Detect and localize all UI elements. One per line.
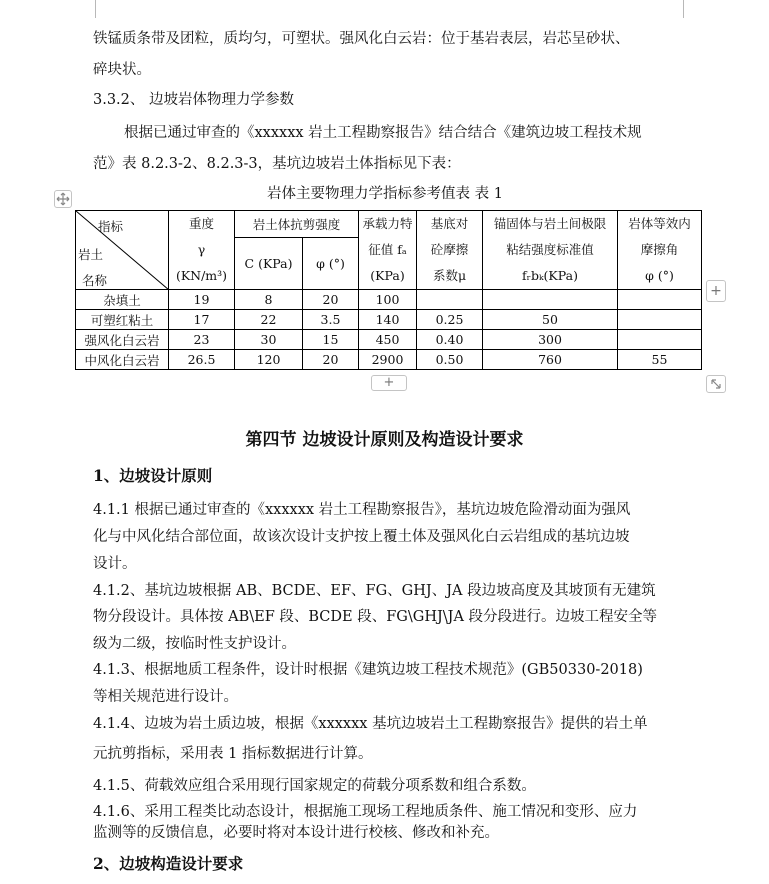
header-bearing-line-1: 承载力特 bbox=[362, 216, 413, 231]
header-anchor-line-3: fᵣbₖ(KPa) bbox=[522, 268, 578, 283]
cell-phi: 15 bbox=[303, 330, 359, 350]
header-soil-label: 岩土 bbox=[78, 247, 104, 262]
para-4-1-5: 4.1.5、荷载效应组合采用现行国家规定的荷载分项系数和组合系数。 bbox=[93, 778, 536, 794]
cell-phi: 20 bbox=[303, 290, 359, 310]
cell-gamma: 23 bbox=[169, 330, 235, 350]
header-base-line-1: 基底对 bbox=[430, 216, 469, 231]
move-icon[interactable] bbox=[54, 190, 72, 208]
para-4-1-4-line-2: 元抗剪指标，采用表 1 指标数据进行计算。 bbox=[93, 746, 373, 762]
header-friction-angle: φ (°) bbox=[303, 238, 359, 290]
table-caption: 岩体主要物理力学指标参考值表 表 1 bbox=[267, 186, 503, 202]
para-4-1-1-line-3: 设计。 bbox=[93, 556, 137, 572]
cell-c: 22 bbox=[235, 310, 303, 330]
para-4-1-2-line-2: 物分段设计。具体按 AB\EF 段、BCDE 段、FG\GHJ\JA 段分段进行。边坡工程安全等 bbox=[93, 609, 658, 625]
para-4-1-6-line-1: 4.1.6、采用工程类比动态设计，根据施工现场工程地质条件、施工情况和变形、应力 bbox=[93, 804, 638, 820]
cell-name: 杂填土 bbox=[76, 290, 169, 310]
section-3-3-2-title: 3.3.2、 边坡岩体物理力学参数 bbox=[93, 92, 295, 108]
header-bearing-line-2: 征值 fₐ bbox=[368, 242, 407, 257]
table-row bbox=[76, 350, 702, 370]
section-4-heading: 第四节 边坡设计原则及构造设计要求 bbox=[245, 430, 524, 450]
header-unit-weight-line-3: (KN/m³) bbox=[175, 268, 228, 283]
intro-line-1: 铁锰质条带及团粒，质均匀，可塑状。强风化白云岩：位于基岩表层，岩芯呈砂状、 bbox=[93, 31, 630, 47]
cell-frbk bbox=[483, 290, 618, 310]
cell-frbk: 760 bbox=[483, 350, 618, 370]
header-base-friction bbox=[417, 211, 483, 290]
header-angle-line-1: 岩体等效内 bbox=[628, 216, 691, 231]
para-4-1-2-line-1: 4.1.2、基坑边坡根据 AB、BCDE、EF、FG、GHJ、JA 段边坡高度及其坡顶有无建筑 bbox=[93, 583, 656, 599]
section-3-3-2-para-line-1: 根据已通过审查的《xxxxxx 岩土工程勘察报告》结合结合《建筑边坡工程技术规 bbox=[124, 125, 642, 141]
para-4-1-6-line-2: 监测等的反馈信息，必要时将对本设计进行校核、修改和补充。 bbox=[93, 825, 499, 841]
header-unit-weight bbox=[169, 211, 235, 290]
table-row bbox=[76, 310, 702, 330]
cell-gamma: 26.5 bbox=[169, 350, 235, 370]
cell-name: 中风化白云岩 bbox=[76, 350, 169, 370]
cell-mu bbox=[417, 290, 483, 310]
cell-gamma: 17 bbox=[169, 310, 235, 330]
subsection-2-title: 2、边坡构造设计要求 bbox=[93, 854, 244, 873]
intro-line-2: 碎块状。 bbox=[93, 62, 151, 78]
cell-mu: 0.25 bbox=[417, 310, 483, 330]
table-row bbox=[76, 290, 702, 310]
header-unit-weight-line-1: 重度 bbox=[188, 216, 214, 231]
cell-mu: 0.40 bbox=[417, 330, 483, 350]
cell-name: 强风化白云岩 bbox=[76, 330, 169, 350]
header-indicator-label: 指标 bbox=[98, 219, 124, 234]
cell-frbk: 300 bbox=[483, 330, 618, 350]
page-corner-mark-right bbox=[683, 0, 684, 18]
header-shear-strength: 岩土体抗剪强度 bbox=[235, 211, 359, 238]
header-angle-line-2: 摩擦角 bbox=[640, 242, 679, 257]
para-4-1-4-line-1: 4.1.4、边坡为岩土质边坡，根据《xxxxxx 基坑边坡岩土工程勘察报告》提供的岩土单 bbox=[93, 716, 648, 732]
header-equivalent-angle bbox=[618, 211, 702, 290]
cell-phi: 20 bbox=[303, 350, 359, 370]
cell-phie: 55 bbox=[618, 350, 702, 370]
header-anchor-bond bbox=[483, 211, 618, 290]
rock-parameters-table bbox=[75, 210, 702, 370]
cell-c: 30 bbox=[235, 330, 303, 350]
header-anchor-line-1: 锚固体与岩土间极限 bbox=[493, 216, 607, 231]
cell-phie bbox=[618, 310, 702, 330]
para-4-1-1-line-1: 4.1.1 根据已通过审查的《xxxxxx 岩土工程勘察报告》，基坑边坡危险滑动面为强风 bbox=[93, 502, 631, 518]
add-row-button[interactable]: + bbox=[371, 375, 407, 391]
header-cohesion: C (KPa) bbox=[235, 238, 303, 290]
header-name-label: 名称 bbox=[82, 273, 108, 288]
cell-name: 可塑红粘土 bbox=[76, 310, 169, 330]
header-unit-weight-line-2: γ bbox=[197, 242, 206, 257]
header-diagonal-cell bbox=[76, 211, 169, 290]
cell-phie bbox=[618, 330, 702, 350]
cell-frbk: 50 bbox=[483, 310, 618, 330]
header-base-line-3: 系数μ bbox=[432, 268, 467, 283]
para-4-1-2-line-3: 级为二级，按临时性支护设计。 bbox=[93, 636, 296, 652]
cell-fa: 140 bbox=[359, 310, 417, 330]
page-corner-mark-left bbox=[95, 0, 96, 18]
add-column-button[interactable]: + bbox=[706, 280, 726, 302]
cell-mu: 0.50 bbox=[417, 350, 483, 370]
section-3-3-2-para-line-2: 范》表 8.2.3-2、8.2.3-3，基坑边坡岩土体指标见下表： bbox=[93, 156, 461, 172]
cell-gamma: 19 bbox=[169, 290, 235, 310]
cell-c: 120 bbox=[235, 350, 303, 370]
cell-fa: 100 bbox=[359, 290, 417, 310]
resize-icon[interactable] bbox=[706, 375, 726, 393]
header-anchor-line-2: 粘结强度标准值 bbox=[506, 242, 594, 257]
cell-c: 8 bbox=[235, 290, 303, 310]
header-bearing-capacity bbox=[359, 211, 417, 290]
cell-phi: 3.5 bbox=[303, 310, 359, 330]
cell-phie bbox=[618, 290, 702, 310]
cell-fa: 2900 bbox=[359, 350, 417, 370]
para-4-1-3-line-2: 等相关规范进行设计。 bbox=[93, 689, 238, 705]
subsection-1-title: 1、边坡设计原则 bbox=[93, 466, 213, 485]
para-4-1-3-line-1: 4.1.3、根据地质工程条件，设计时根据《建筑边坡工程技术规范》(GB50330-2018) bbox=[93, 662, 643, 678]
cell-fa: 450 bbox=[359, 330, 417, 350]
table-row bbox=[76, 330, 702, 350]
para-4-1-1-line-2: 化与中风化结合部位面，故该次设计支护按上覆土体及强风化白云岩组成的基坑边坡 bbox=[93, 529, 630, 545]
header-angle-line-3: φ (°) bbox=[645, 268, 674, 283]
header-bearing-line-3: (KPa) bbox=[370, 268, 405, 283]
header-base-line-2: 砼摩擦 bbox=[430, 242, 469, 257]
